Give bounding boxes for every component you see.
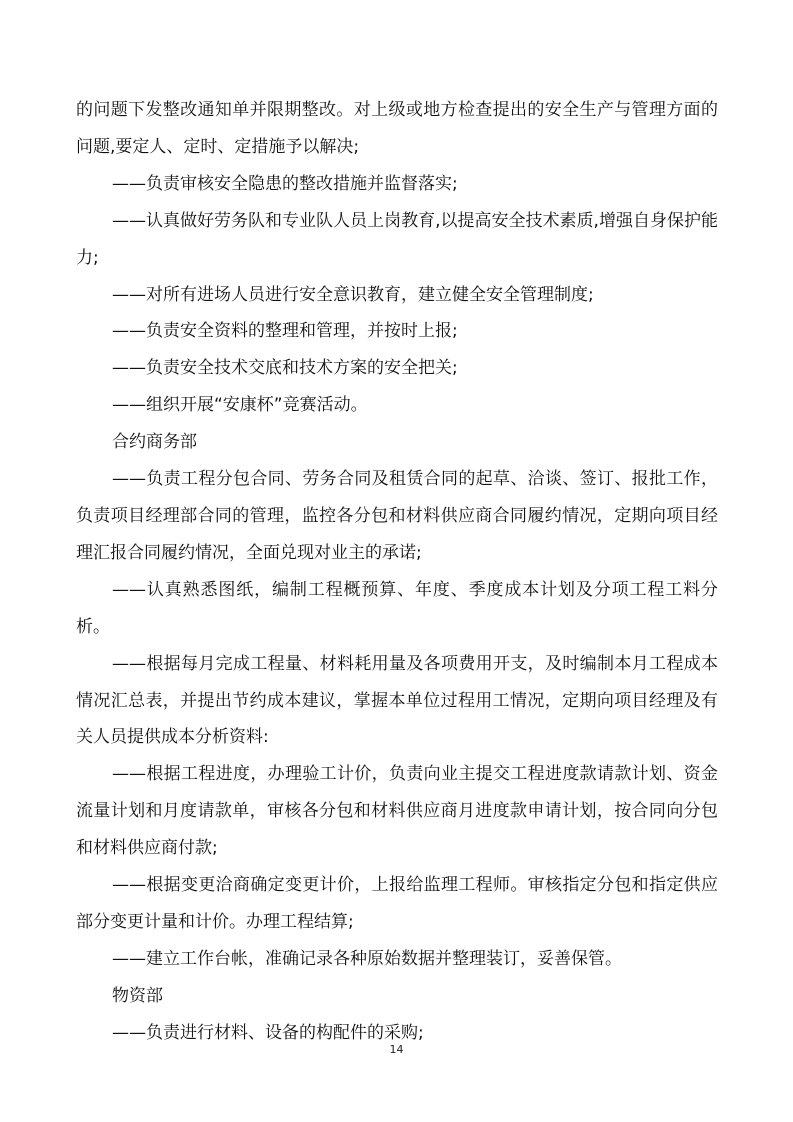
- section-heading-contract-business: 合约商务部: [112, 432, 197, 453]
- page-number: 14: [389, 1043, 404, 1056]
- paragraph: ——负责工程分包合同、劳务合同及租赁合同的起草、洽谈、签订、报批工作，负责项目经理部合同的管理，监控各分包和材料供应商合同履约情况，定期向项目经理汇报合同履约情况，全面兑现对业主的承诺;: [76, 469, 718, 563]
- paragraph: ——对所有进场人员进行安全意识教育，建立健全安全管理制度;: [112, 284, 594, 305]
- paragraph: ——负责进行材料、设备的构配件的采购;: [112, 1022, 424, 1043]
- paragraph: ——负责安全技术交底和技术方案的安全把关;: [112, 358, 458, 379]
- paragraph: ——认真熟悉图纸，编制工程概预算、年度、季度成本计划及分项工程工料分析。: [76, 579, 718, 637]
- paragraph: ——负责审核安全隐患的整改措施并监督落实;: [112, 173, 458, 194]
- paragraph: ——认真做好劳务队和专业队人员上岗教育,以提高安全技术素质,增强自身保护能力;: [76, 210, 718, 268]
- paragraph: ——根据工程进度，办理验工计价，负责向业主提交工程进度款请款计划、资金流量计划和月度请款单，审核各分包和材料供应商月进度款申请计划，按合同向分包和材料供应商付款;: [76, 764, 718, 859]
- paragraph: 的问题下发整改通知单并限期整改。对上级或地方检查提出的安全生产与管理方面的问题,要定人、定时、定措施予以解决;: [76, 100, 718, 157]
- paragraph: ——根据每月完成工程量、材料耗用量及各项费用开支，及时编制本月工程成本情况汇总表，并提出节约成本建议，掌握本单位过程用工情况，定期向项目经理及有关人员提供成本分析资料:: [76, 653, 718, 748]
- section-heading-materials: 物资部: [112, 985, 163, 1006]
- paragraph: ——组织开展“安康杯”竞赛活动。: [112, 395, 368, 416]
- paragraph: ——负责安全资料的整理和管理，并按时上报;: [112, 321, 458, 342]
- paragraph: ——建立工作台帐，准确记录各种原始数据并整理装订，妥善保管。: [112, 948, 622, 969]
- document-body: [76, 92, 718, 1052]
- paragraph: ——根据变更洽商确定变更计价，上报给监理工程师。审核指定分包和指定供应部分变更计量和计价。办理工程结算;: [76, 875, 718, 932]
